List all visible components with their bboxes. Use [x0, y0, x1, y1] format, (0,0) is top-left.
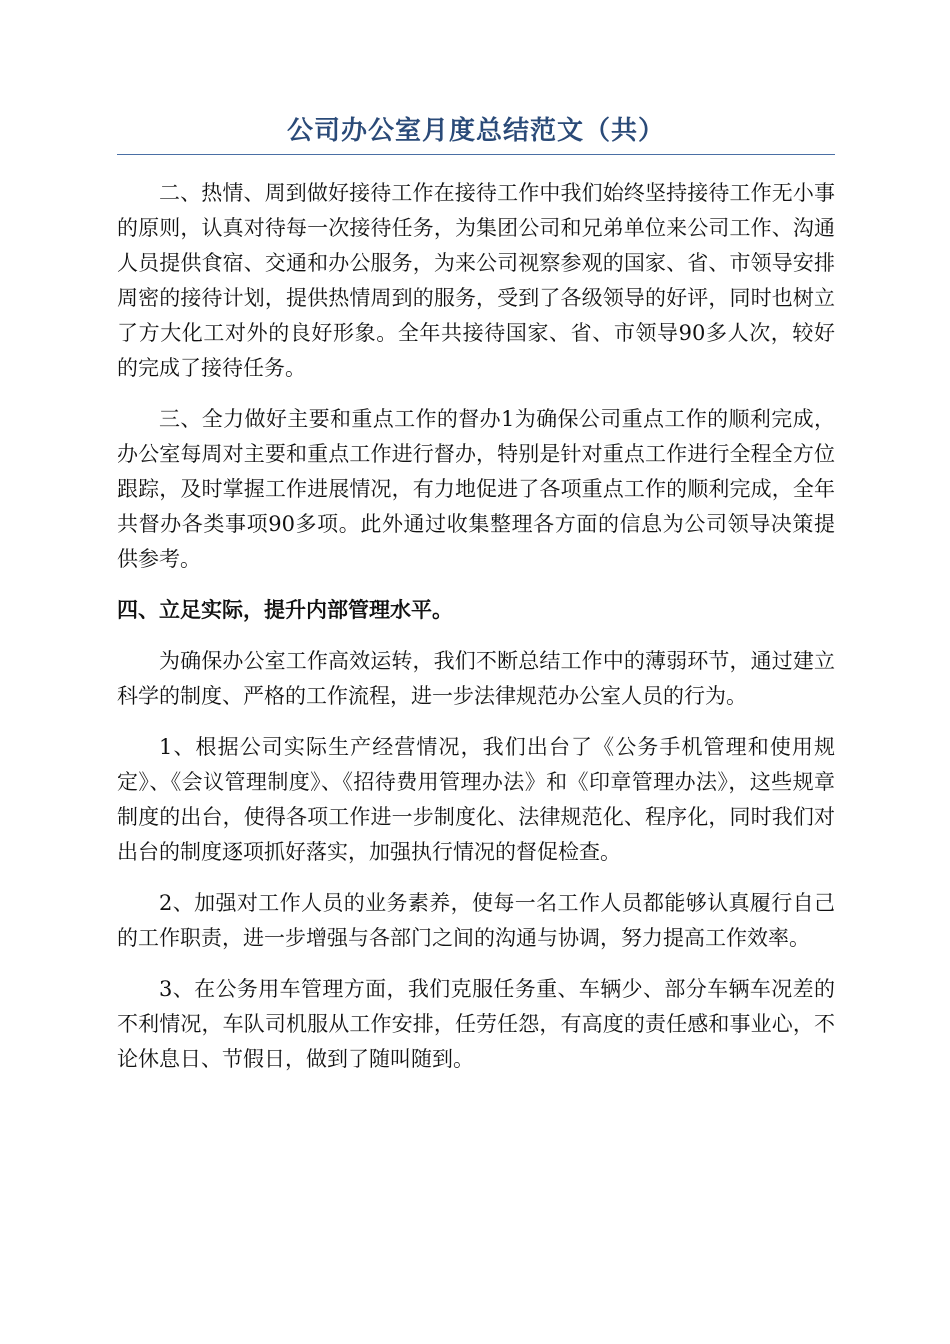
title-underline: [117, 154, 835, 155]
document-title: 公司办公室月度总结范文（共）: [286, 116, 665, 146]
document-body: [117, 176, 835, 1093]
paragraph-regulations: 1、根据公司实际生产经营情况，我们出台了《公务手机管理和使用规定》、《会议管理制度》、《招待费用管理办法》和《印章管理办法》，这些规章制度的出台，使得各项工作进一步制度化、法律规范化、程序化，同时我们对出台的制度逐项抓好落实，加强执行情况的督促检查。: [117, 735, 835, 864]
paragraph-staff-training: 2、加强对工作人员的业务素养，使每一名工作人员都能够认真履行自己的工作职责，进一步增强与各部门之间的沟通与协调，努力提高工作效率。: [117, 891, 835, 950]
paragraph-supervision: 三、全力做好主要和重点工作的督办1为确保公司重点工作的顺利完成，办公室每周对主要和重点工作进行督办，特别是针对重点工作进行全程全方位跟踪，及时掌握工作进展情况，有力地促进了各项重点工作的顺利完成，全年共督办各类事项90多项。此外通过收集整理各方面的信息为公司领导决策提供参考。: [117, 407, 835, 571]
paragraph-reception: 二、热情、周到做好接待工作在接待工作中我们始终坚持接待工作无小事的原则，认真对待每一次接待任务，为集团公司和兄弟单位来公司工作、沟通人员提供食宿、交通和办公服务，为来公司视察参观的国家、省、市领导安排周密的接待计划，提供热情周到的服务，受到了各级领导的好评，同时也树立了方大化工对外的良好形象。全年共接待国家、省、市领导90多人次，较好的完成了接待任务。: [117, 181, 835, 380]
paragraph-vehicle-management: 3、在公务用车管理方面，我们克服任务重、车辆少、部分车辆车况差的不利情况，车队司机服从工作安排，任劳任怨，有高度的责任感和事业心，不论休息日、节假日，做到了随叫随到。: [117, 977, 835, 1071]
paragraph-efficiency: 为确保办公室工作高效运转，我们不断总结工作中的薄弱环节，通过建立科学的制度、严格的工作流程，进一步法律规范办公室人员的行为。: [117, 649, 835, 708]
section-heading-internal-management: 四、立足实际，提升内部管理水平。: [117, 598, 453, 622]
